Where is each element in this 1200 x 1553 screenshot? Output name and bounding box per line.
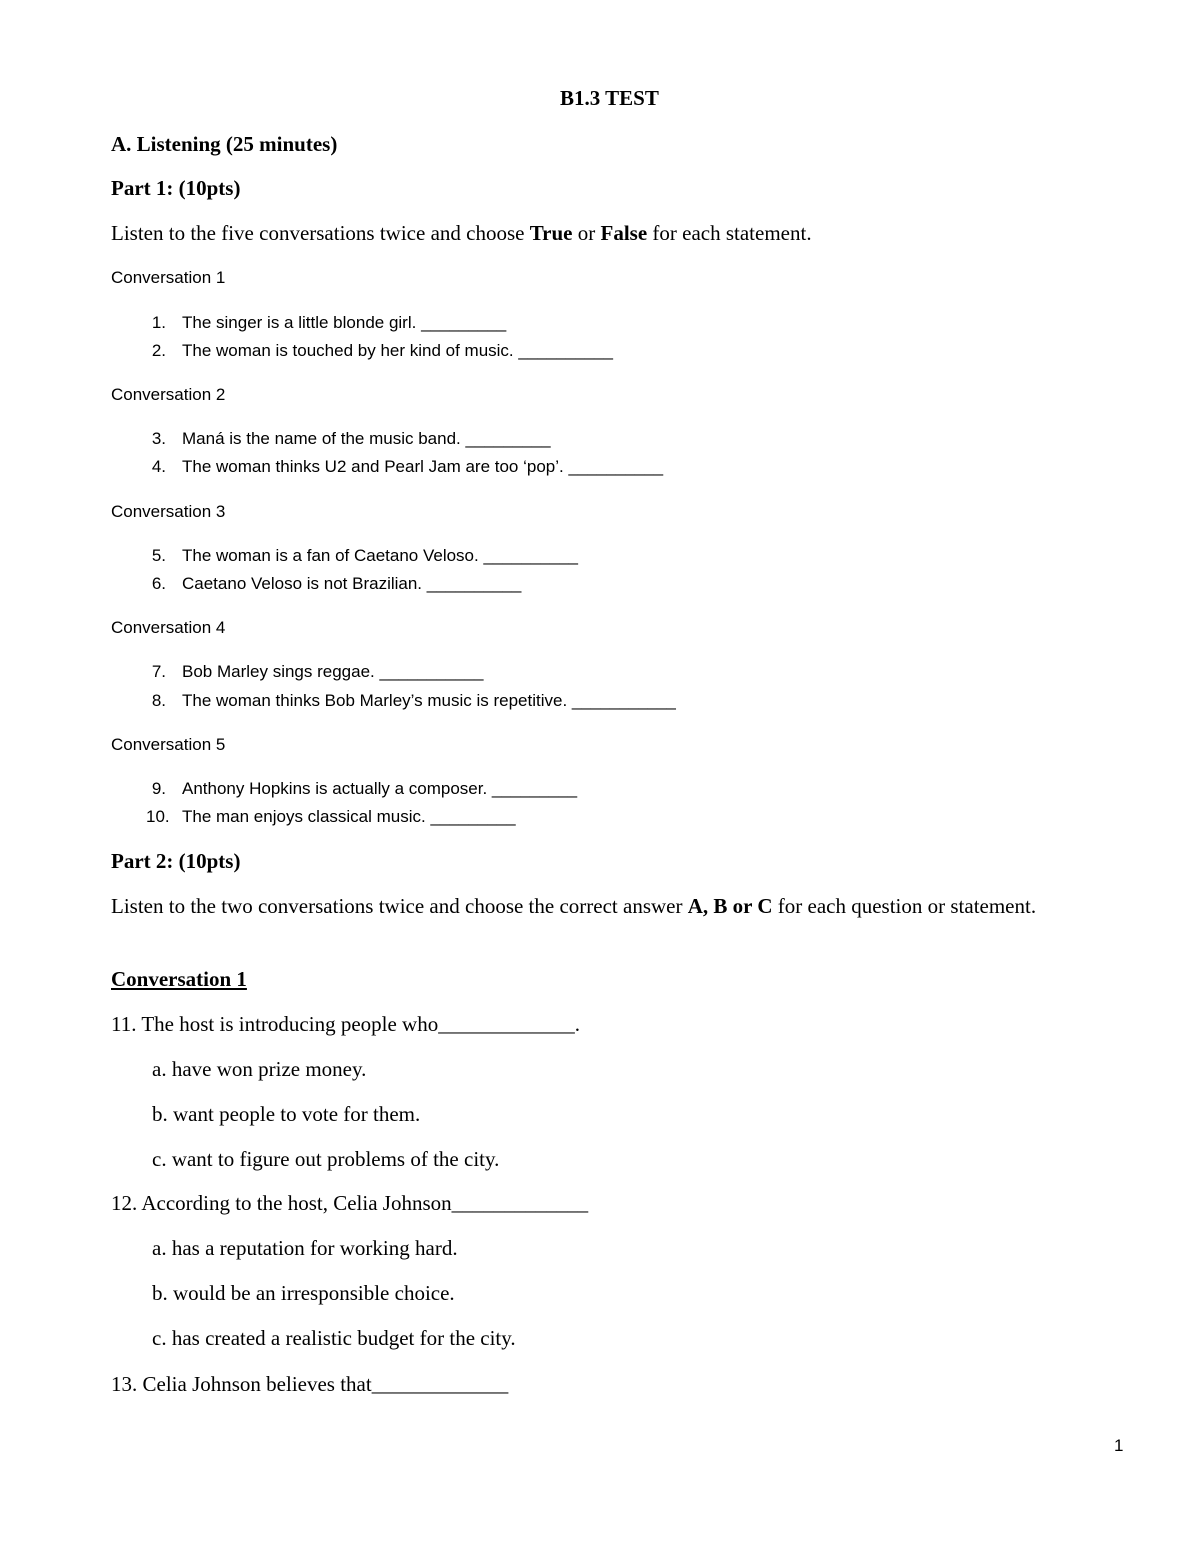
question-12: 12. According to the host, Celia Johnson_____________ [111,1191,589,1215]
item-text: The woman thinks U2 and Pearl Jam are too ‘pop’. __________ [182,457,664,476]
item-number: 9. [151,779,166,798]
item-text: The woman is touched by her kind of music. __________ [182,341,613,360]
list-item [146,457,663,477]
item-number: 7. [151,662,166,681]
item-number: 8. [151,691,166,710]
list-item [146,546,578,566]
option-a: a. have won prize money. [152,1057,367,1081]
item-number: 4. [151,457,166,476]
option-a: a. has a reputation for working hard. [152,1236,458,1260]
page-number: 1 [1114,1436,1124,1455]
instr-text: Listen to the two conversations twice and choose the correct answer [111,894,688,918]
list-item [146,429,551,449]
conversation-label: Conversation 2 [111,385,226,404]
instr-true: True [529,221,573,245]
item-number: 1. [151,313,166,332]
part2-heading: Part 2: (10pts) [111,849,241,873]
instr-text: Listen to the five conversations twice and choose [111,221,530,245]
item-number: 10. [146,807,170,826]
item-text: Maná is the name of the music band. _________ [182,429,551,448]
instr-answer-options: A, B or C [687,894,773,918]
item-number: 5. [151,546,166,565]
item-text: Anthony Hopkins is actually a composer. _________ [182,779,578,798]
list-item [146,341,613,361]
conversation-label: Conversation 1 [111,268,226,287]
conversation-label: Conversation 4 [111,618,226,637]
item-number: 6. [151,574,166,593]
option-b: b. want people to vote for them. [152,1102,421,1126]
instr-text: for each question or statement. [772,894,1037,918]
part2-instructions [111,891,1071,921]
option-c: c. has created a realistic budget for the city. [152,1326,516,1350]
conversation-heading: Conversation 1 [111,967,247,991]
item-text: Bob Marley sings reggae. ___________ [182,662,484,681]
question-11: 11. The host is introducing people who_____________. [111,1012,580,1036]
list-item [146,313,506,333]
instr-text: for each statement. [647,221,812,245]
section-a-heading: A. Listening (25 minutes) [111,132,338,156]
item-text: The woman is a fan of Caetano Veloso. __________ [182,546,579,565]
page-title: B1.3 TEST [560,86,659,110]
conversation-label: Conversation 3 [111,502,226,521]
list-item [146,807,516,827]
item-text: The man enjoys classical music. _________ [182,807,516,826]
part1-instructions [111,221,812,246]
instr-false: False [600,221,648,245]
item-text: Caetano Veloso is not Brazilian. __________ [182,574,522,593]
option-c: c. want to figure out problems of the city. [152,1147,500,1171]
option-b: b. would be an irresponsible choice. [152,1281,455,1305]
part1-heading: Part 1: (10pts) [111,176,241,200]
item-text: The singer is a little blonde girl. _________ [182,313,507,332]
item-number: 2. [151,341,166,360]
list-item [146,779,577,799]
instr-text: or [572,221,601,245]
item-text: The woman thinks Bob Marley’s music is repetitive. ___________ [182,691,676,710]
item-number: 3. [151,429,166,448]
list-item [146,662,484,682]
question-13: 13. Celia Johnson believes that_____________ [111,1372,509,1396]
list-item [146,574,521,594]
list-item [146,691,676,711]
conversation-label: Conversation 5 [111,735,226,754]
